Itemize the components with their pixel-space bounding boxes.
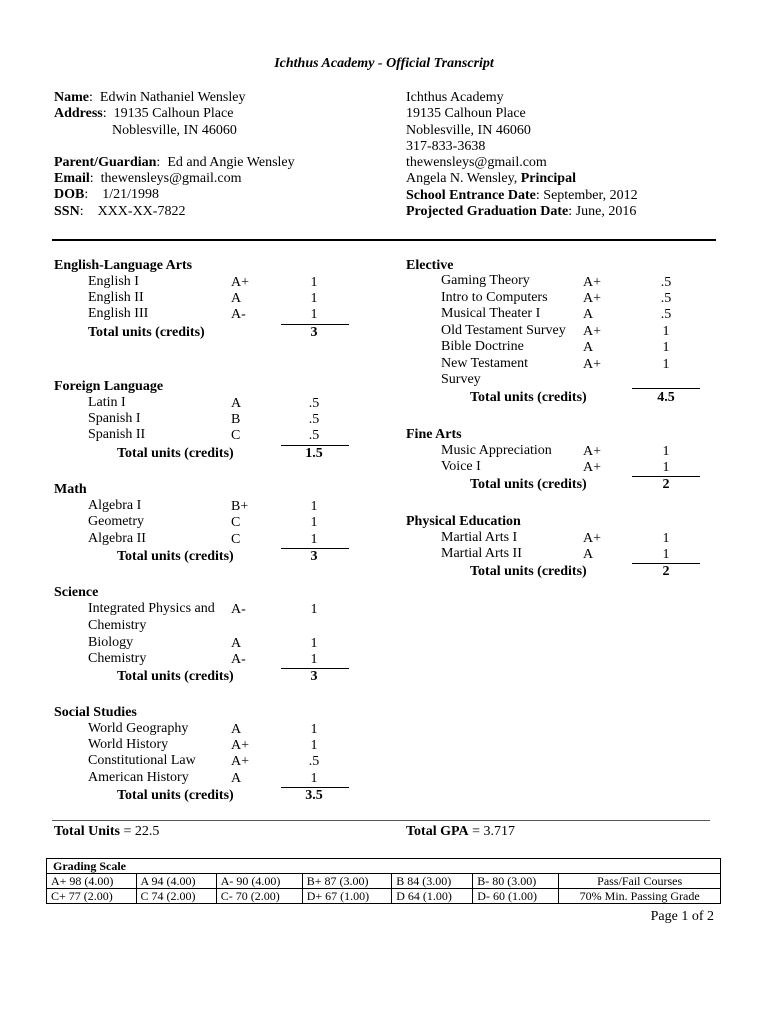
dob-line: DOB: 1/21/1998 [54, 187, 160, 203]
header-divider [52, 239, 716, 241]
grade-scale-cell: B- 80 (3.00) [473, 874, 559, 889]
total-units-label: Total units (credits) [470, 564, 587, 579]
course-name: Intro to Computers [441, 290, 548, 305]
total-gpa-summary [406, 824, 515, 840]
grade-scale-cell: B+ 87 (3.00) [302, 874, 392, 889]
grade-scale-cell: C+ 77 (2.00) [47, 889, 137, 904]
course-grade: A+ [231, 738, 250, 753]
page-number: Page 1 of 2 [650, 909, 714, 924]
course-name: Latin I [88, 395, 126, 410]
ssn-line: SSN: XXX-XX-7822 [54, 203, 186, 219]
email-label: Email [54, 171, 90, 187]
total-units-summary [54, 824, 159, 840]
course-name: World History [88, 737, 169, 752]
course-units: 1 [662, 340, 670, 355]
course-name: Gaming Theory [441, 273, 530, 288]
section-title-social-studies: Social Studies [54, 705, 137, 720]
total-units-label: Total units (credits) [117, 446, 234, 461]
course-units: 1 [310, 771, 318, 786]
grading-scale-title-row [47, 859, 721, 874]
course-name: American History [88, 770, 189, 785]
course-grade: A [231, 722, 242, 737]
course-units: 1 [662, 324, 670, 339]
grade-scale-cell: D 64 (1.00) [392, 889, 473, 904]
pass-fail-label: Pass/Fail Courses [559, 874, 721, 889]
course-grade: A [231, 396, 242, 411]
section-title-math: Math [54, 482, 87, 497]
grade-scale-cell: A- 90 (4.00) [216, 874, 302, 889]
total-units-value: 3.5 [305, 788, 323, 803]
course-units: 1 [310, 532, 318, 547]
min-passing-grade: 70% Min. Passing Grade [559, 889, 721, 904]
course-name: Voice I [441, 459, 481, 474]
course-name: Bible Doctrine [441, 339, 524, 354]
course-units: .5 [308, 412, 320, 427]
total-units-value: 2 [662, 564, 670, 579]
course-name: Musical Theater I [441, 306, 541, 321]
principal-title: Principal [520, 171, 576, 187]
course-grade: A+ [583, 275, 602, 290]
course-units: 1 [310, 515, 318, 530]
units-underline [632, 388, 700, 389]
course-grade: A+ [583, 291, 602, 306]
graduation-date: June, 2016 [575, 204, 637, 220]
graduation-line: Projected Graduation Date: June, 2016 [406, 204, 637, 220]
course-grade: A [583, 340, 594, 355]
course-grade: A- [231, 602, 246, 617]
course-grade: B+ [231, 499, 249, 514]
course-name-continued: Survey [441, 372, 481, 387]
parent-name: Ed and Angie Wensley [167, 154, 295, 170]
course-name: English I [88, 274, 139, 289]
course-name: Integrated Physics and [88, 601, 215, 616]
course-units: .5 [660, 291, 672, 306]
course-units: 1 [310, 291, 318, 306]
school-address-2: Noblesville, IN 46060 [406, 122, 531, 138]
name-label: Name [54, 90, 89, 105]
course-units: 1 [310, 738, 318, 753]
course-grade: C [231, 428, 241, 443]
grading-scale-title: Grading Scale [47, 859, 721, 874]
ssn-label: SSN [54, 203, 80, 219]
course-units: 1 [310, 652, 318, 667]
email-line: Email: thewensleys@gmail.com [54, 171, 242, 187]
course-name: Algebra I [88, 498, 142, 513]
course-name: Martial Arts I [441, 530, 518, 545]
course-grade: A+ [231, 275, 250, 290]
school-address-1: 19135 Calhoun Place [406, 106, 526, 122]
course-units: .5 [660, 275, 672, 290]
course-name: Spanish II [88, 427, 146, 442]
course-units: 1 [310, 499, 318, 514]
entrance-line: School Entrance Date: September, 2012 [406, 187, 638, 203]
grade-scale-cell: C 74 (2.00) [136, 889, 216, 904]
grading-scale-table [46, 858, 721, 904]
course-name: Chemistry [88, 651, 147, 666]
course-units: 1 [662, 531, 670, 546]
student-name-line: Name: Edwin Nathaniel Wensley [54, 90, 246, 105]
course-units: 1 [662, 357, 670, 372]
course-units: .5 [308, 396, 320, 411]
student-address-2: Noblesville, IN 46060 [112, 122, 237, 138]
total-units-value: 3 [310, 669, 318, 684]
course-units: 1 [310, 722, 318, 737]
course-grade: A+ [231, 754, 250, 769]
course-name: Old Testament Survey [441, 323, 566, 338]
course-grade: A [231, 771, 242, 786]
parent-label: Parent/Guardian [54, 154, 157, 170]
grade-scale-cell: D- 60 (1.00) [473, 889, 559, 904]
total-units-value: 1.5 [305, 446, 323, 461]
principal-name: Angela N. Wensley, [406, 171, 521, 187]
graduation-label: Projected Graduation Date [406, 204, 569, 220]
course-grade: A [231, 291, 242, 306]
total-units-summary-label: Total Units [54, 824, 121, 839]
section-title-science: Science [54, 585, 99, 600]
total-units-label: Total units (credits) [470, 390, 587, 405]
course-units: .5 [660, 307, 672, 322]
dob-label: DOB [54, 187, 85, 203]
student-info [54, 90, 295, 220]
section-title-ela: English-Language Arts [54, 258, 193, 273]
course-units: 1 [662, 460, 670, 475]
total-units-value: 4.5 [657, 390, 675, 405]
course-name: Martial Arts II [441, 546, 522, 561]
student-dob: 1/21/1998 [102, 187, 160, 203]
course-units: 1 [310, 307, 318, 322]
course-name: English III [88, 306, 149, 321]
course-grade: A [231, 636, 242, 651]
section-title-fine-arts: Fine Arts [406, 427, 462, 442]
total-gpa-label: Total GPA [406, 824, 469, 839]
course-name: Constitutional Law [88, 753, 196, 768]
grade-scale-cell: A 94 (4.00) [136, 874, 216, 889]
course-units: .5 [308, 428, 320, 443]
course-name: Music Appreciation [441, 443, 552, 458]
course-grade: A [583, 307, 594, 322]
entrance-label: School Entrance Date [406, 187, 536, 203]
student-ssn: XXX-XX-7822 [97, 203, 186, 219]
course-grade: B [231, 412, 241, 427]
parent-line: Parent/Guardian: Ed and Angie Wensley [54, 154, 295, 170]
course-units: 1 [310, 636, 318, 651]
school-info [406, 90, 638, 220]
course-grade: C [231, 515, 241, 530]
principal-line [406, 171, 638, 187]
course-grade: C [231, 532, 241, 547]
grading-scale-row [47, 874, 721, 889]
course-grade: A [583, 547, 594, 562]
student-email: thewensleys@gmail.com [100, 171, 242, 187]
total-gpa-value: = 3.717 [468, 824, 516, 839]
course-name-continued: Chemistry [88, 618, 147, 633]
section-title-elective: Elective [406, 258, 454, 273]
section-title-foreign-language: Foreign Language [54, 379, 164, 394]
student-address-line: Address: 19135 Calhoun Place [54, 106, 234, 122]
course-grade: A+ [583, 357, 602, 372]
course-grade: A- [231, 307, 246, 322]
total-units-value: 3 [310, 325, 318, 340]
course-name: New Testament [441, 356, 529, 371]
page-title: Ichthus Academy - Official Transcript [274, 56, 494, 71]
course-units: 1 [662, 444, 670, 459]
course-grade: A+ [583, 444, 602, 459]
course-name: Algebra II [88, 531, 146, 546]
total-units-label: Total units (credits) [88, 325, 205, 340]
course-grade: A+ [583, 460, 602, 475]
course-units: .5 [308, 754, 320, 769]
total-units-label: Total units (credits) [117, 669, 234, 684]
total-units-value: 2 [662, 477, 670, 492]
entrance-date: September, 2012 [543, 187, 638, 203]
student-address-1: 19135 Calhoun Place [113, 106, 234, 122]
student-name: Edwin Nathaniel Wensley [99, 90, 246, 105]
total-units-summary-value: = 22.5 [120, 824, 160, 839]
grade-scale-cell: B 84 (3.00) [392, 874, 473, 889]
course-name: Spanish I [88, 411, 141, 426]
course-grade: A- [231, 652, 246, 667]
course-grade: A+ [583, 531, 602, 546]
grade-scale-cell: D+ 67 (1.00) [302, 889, 392, 904]
grade-scale-cell: A+ 98 (4.00) [47, 874, 137, 889]
course-name: English II [88, 290, 144, 305]
course-grade: A+ [583, 324, 602, 339]
course-units: 1 [310, 602, 318, 617]
address-label: Address [54, 106, 103, 122]
total-units-label: Total units (credits) [117, 788, 234, 803]
school-phone: 317-833-3638 [406, 138, 486, 154]
summary-divider [52, 820, 710, 821]
course-name: Biology [88, 635, 134, 650]
grade-scale-cell: C- 70 (2.00) [216, 889, 302, 904]
total-units-label: Total units (credits) [470, 477, 587, 492]
grading-scale-row [47, 889, 721, 904]
section-title-physical-education: Physical Education [406, 514, 521, 529]
course-units: 1 [310, 275, 318, 290]
school-name: Ichthus Academy [406, 90, 504, 105]
total-units-label: Total units (credits) [117, 549, 234, 564]
course-units: 1 [662, 547, 670, 562]
school-email: thewensleys@gmail.com [406, 155, 547, 171]
course-name: Geometry [88, 514, 144, 529]
course-name: World Geography [88, 721, 189, 736]
total-units-value: 3 [310, 549, 318, 564]
